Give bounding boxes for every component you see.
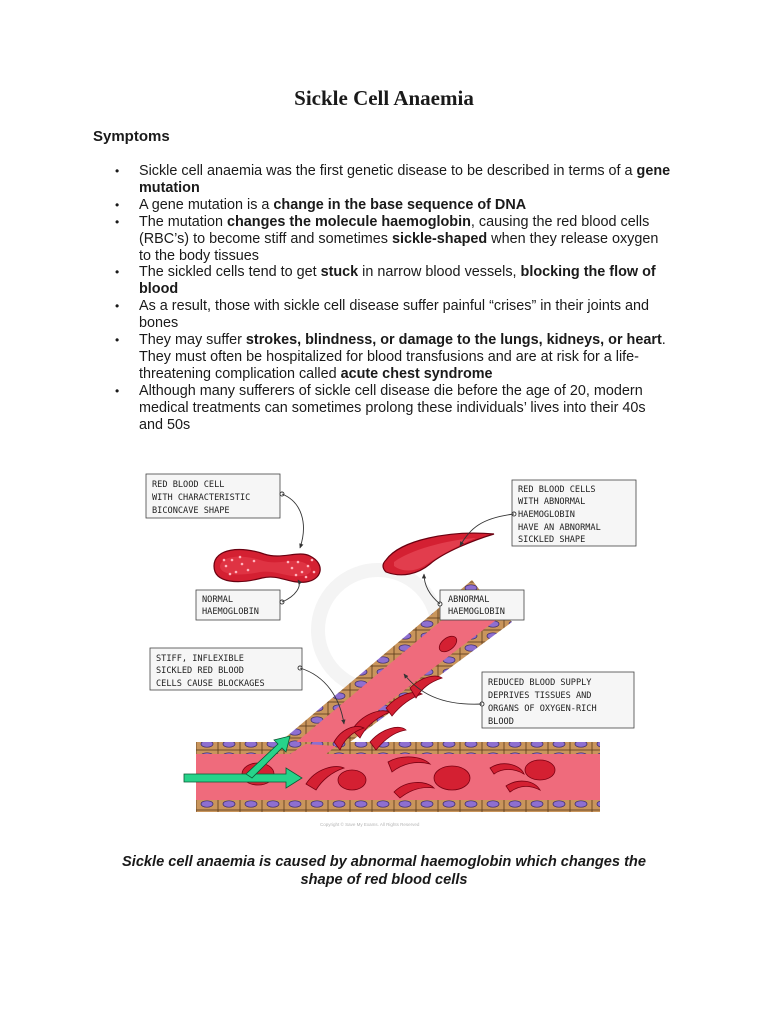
bullet-text: As a result, those with sickle cell disease suffer painful “crises” in their joints and bones <box>139 298 650 332</box>
label-reduced-line-3: ORGANS OF OXYGEN-RICH <box>488 704 597 714</box>
symptom-bullet <box>93 264 673 298</box>
label-abnormal-hb-line-2: HAEMOGLOBIN <box>448 607 505 617</box>
label-sickled-line-1: RED BLOOD CELLS <box>518 485 596 495</box>
symptom-bullet <box>93 197 673 214</box>
bullet-text: They may suffer <box>139 332 246 349</box>
label-blockage <box>150 648 302 690</box>
label-normal-haemoglobin <box>196 590 280 620</box>
bullet-bold-text: strokes, blindness, or damage to the lungs, kidneys, or heart <box>245 332 662 349</box>
label-abnormal-haemoglobin <box>440 590 524 620</box>
symptoms-list <box>93 163 673 434</box>
label-sickled-cell <box>512 480 636 546</box>
sickled-red-blood-cell <box>383 533 494 575</box>
normal-red-blood-cell <box>214 550 320 583</box>
label-normal-cell-line-1: RED BLOOD CELL <box>152 480 225 490</box>
label-normal-hb-line-2: HAEMOGLOBIN <box>202 607 259 617</box>
bullet-bold-text: sickle-shaped <box>392 230 488 247</box>
label-reduced-line-2: DEPRIVES TISSUES AND <box>488 691 592 701</box>
copyright-text: Copyright © Save My Exams. All Rights Reserved <box>320 822 420 827</box>
bullet-bold-text: gene mutation <box>139 163 671 196</box>
label-sickled-line-4: HAVE AN ABNORMAL <box>518 523 601 533</box>
sickle-cell-diagram <box>130 462 640 842</box>
bullet-text: when they release oxygen to the body tissues <box>139 230 659 264</box>
symptom-bullet <box>93 214 673 265</box>
bullet-text: Although many sufferers of sickle cell disease die before the age of 20, modern medical treatments can sometimes prolong these individuals’ lives into their 40s and 50s <box>139 382 646 433</box>
label-blockage-line-1: STIFF, INFLEXIBLE <box>156 654 244 664</box>
bullet-text: in narrow blood vessels, <box>358 264 521 281</box>
label-abnormal-hb-line-1: ABNORMAL <box>448 595 490 605</box>
bullet-text: . They must often be hospitalized for blood transfusions and are at risk for a life-threatening complication called <box>139 332 666 382</box>
bullet-bold-text: change in the base sequence of DNA <box>273 196 527 213</box>
bullet-text: , causing the red blood cells (RBC’s) to become stiff and sometimes <box>139 213 650 247</box>
label-normal-hb-line-1: NORMAL <box>202 595 234 605</box>
section-heading: Symptoms <box>93 128 170 145</box>
figure-caption: Sickle cell anaemia is caused by abnormal haemoglobin which changes the shape of red blood cells <box>122 854 646 888</box>
label-reduced-line-1: REDUCED BLOOD SUPPLY <box>488 678 592 688</box>
bullet-bold-text: changes the molecule haemoglobin <box>227 213 471 230</box>
symptom-bullet <box>93 163 673 197</box>
label-reduced-line-4: BLOOD <box>488 717 514 727</box>
bullet-text: The mutation <box>139 213 227 230</box>
bullet-text: A gene mutation is a <box>139 196 274 213</box>
label-sickled-line-2: WITH ABNORMAL <box>518 497 586 507</box>
label-reduced-supply <box>482 672 634 728</box>
bullet-bold-text: acute chest syndrome <box>340 365 493 382</box>
symptom-bullet <box>93 332 673 383</box>
symptom-bullet <box>93 298 673 332</box>
label-sickled-line-5: SICKLED SHAPE <box>518 535 586 545</box>
bullet-bold-text: stuck <box>320 264 359 281</box>
label-sickled-line-3: HAEMOGLOBIN <box>518 510 575 520</box>
page-title: Sickle Cell Anaemia <box>294 86 474 110</box>
label-blockage-line-2: SICKLED RED BLOOD <box>156 666 244 676</box>
symptom-bullet <box>93 383 673 434</box>
label-normal-cell-line-2: WITH CHARACTERISTIC <box>152 493 251 503</box>
label-normal-cell <box>146 474 280 518</box>
label-normal-cell-line-3: BICONCAVE SHAPE <box>152 506 230 516</box>
label-blockage-line-3: CELLS CAUSE BLOCKAGES <box>156 679 265 689</box>
bullet-bold-text: blocking the flow of blood <box>139 264 656 298</box>
bullet-text: The sickled cells tend to get <box>139 264 321 281</box>
bullet-text: Sickle cell anaemia was the first genetic disease to be described in terms of a <box>139 163 637 179</box>
